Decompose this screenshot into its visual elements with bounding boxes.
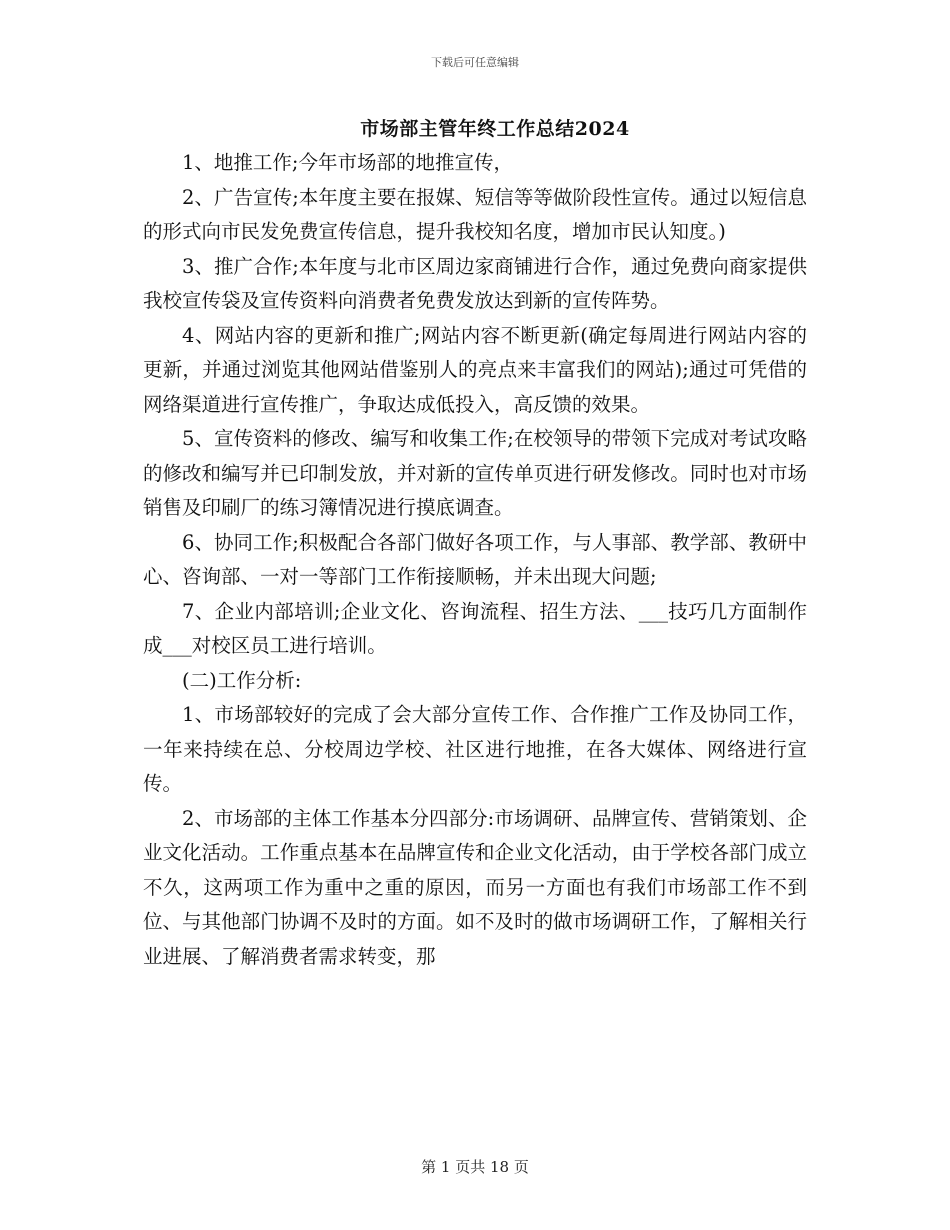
paragraph: 2、市场部的主体工作基本分四部分:市场调研、品牌宣传、营销策划、企业文化活动。工作重点基本在品牌宣传和企业文化活动，由于学校各部门成立不久，这两项工作为重中之重的原因，而另一方面也有我们市场部工作不到位、与其他部门协调不及时的方面。如不及时的做市场调研工作，了解相关行业进展、了解消费者需求转变，那 bbox=[143, 806, 807, 968]
paragraph: 5、宣传资料的修改、编写和收集工作;在校领导的带领下完成对考试攻略的修改和编写并已印制发放，并对新的宣传单页进行研发修改。同时也对市场销售及印刷厂的练习簿情况进行摸底调查。 bbox=[143, 427, 807, 519]
paragraph: 2、广告宣传;本年度主要在报媒、短信等等做阶段性宣传。通过以短信息的形式向市民发免费宣传信息，提升我校知名度，增加市民认知度。) bbox=[143, 185, 807, 243]
page-number: 第 1 页共 18 页 bbox=[421, 1158, 529, 1176]
document-title: 市场部主管年终工作总结2024 bbox=[360, 118, 630, 140]
paragraph: 1、市场部较好的完成了会大部分宣传工作、合作推广工作及协同工作，一年来持续在总、分校周边学校、社区进行地推，在各大媒体、网络进行宣传。 bbox=[143, 703, 807, 795]
page-header-note: 下载后可任意编辑 bbox=[431, 56, 519, 69]
paragraph: 7、企业内部培训;企业文化、咨询流程、招生方法、___技巧几方面制作成___对校区员工进行培训。 bbox=[143, 599, 807, 657]
section-heading: (二)工作分析: bbox=[182, 668, 302, 692]
paragraph: 1、地推工作;今年市场部的地推宣传， bbox=[182, 151, 513, 174]
paragraph: 3、推广合作;本年度与北市区周边家商铺进行合作，通过免费向商家提供我校宣传袋及宣传资料向消费者免费发放达到新的宣传阵势。 bbox=[143, 254, 807, 312]
paragraph: 4、网站内容的更新和推广;网站内容不断更新(确定每周进行网站内容的更新，并通过浏览其他网站借鉴别人的亮点来丰富我们的网站);通过可凭借的网络渠道进行宣传推广，争取达成低投入，高反馈的效果。 bbox=[143, 323, 807, 416]
paragraph: 6、协同工作;积极配合各部门做好各项工作，与人事部、教学部、教研中心、咨询部、一对一等部门工作衔接顺畅，并未出现大问题; bbox=[143, 530, 807, 588]
document-body bbox=[143, 146, 807, 974]
